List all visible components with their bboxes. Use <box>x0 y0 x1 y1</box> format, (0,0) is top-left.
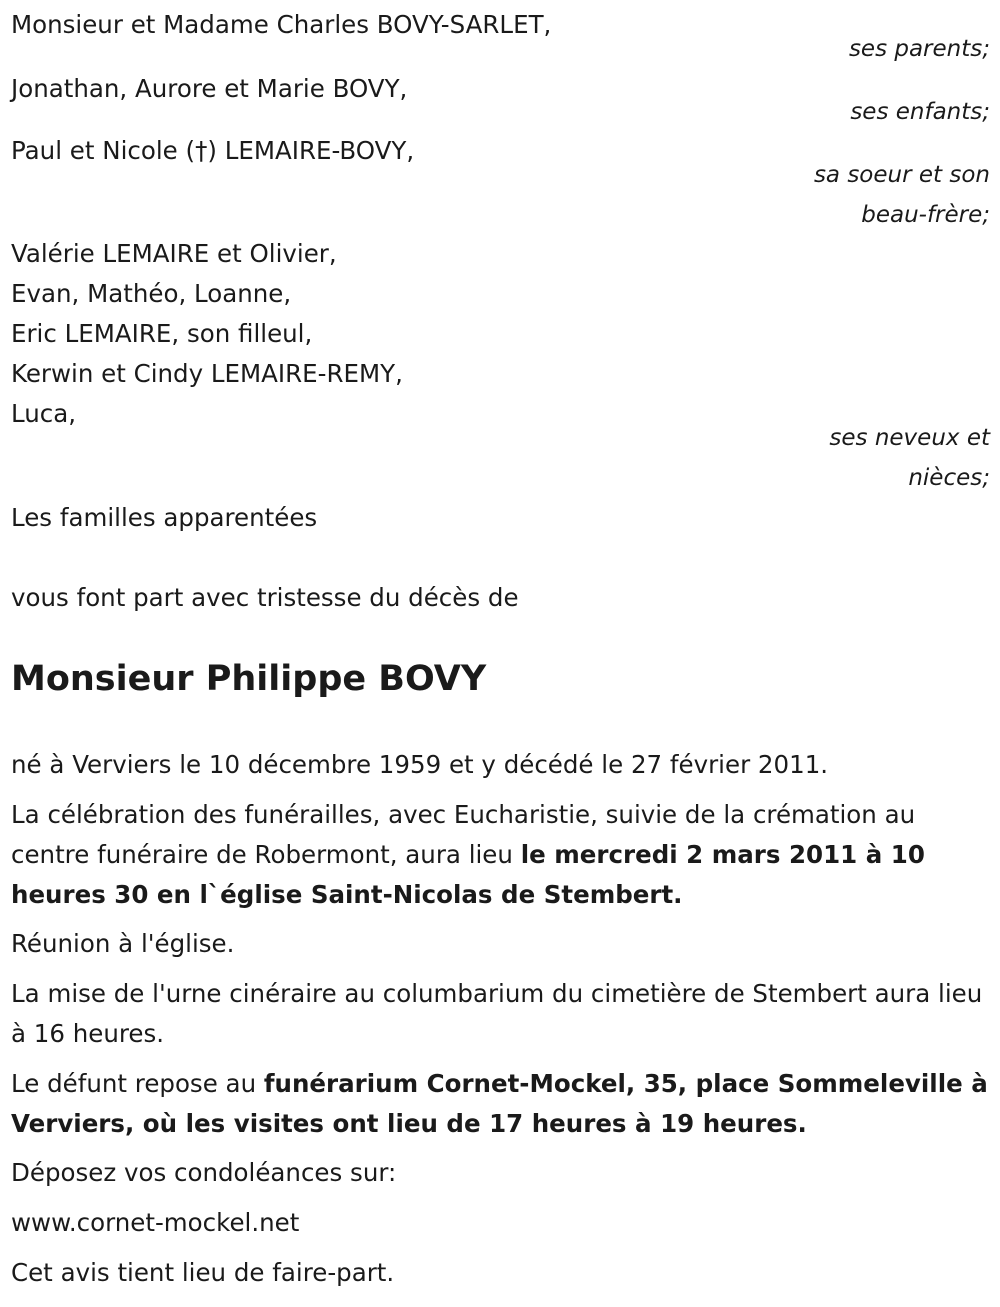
ceremony-paragraph <box>11 795 991 915</box>
nephew-line: Evan, Mathéo, Loanne, <box>11 279 292 308</box>
nephew-line: Valérie LEMAIRE et Olivier, <box>11 239 337 268</box>
nephews-role-line1: ses neveux et <box>829 425 990 451</box>
related-families: Les familles apparentées <box>11 503 318 532</box>
nephew-line: Luca, <box>11 399 77 428</box>
announcement: vous font part avec tristesse du décès de <box>11 583 519 612</box>
parents-names: Monsieur et Madame Charles BOVY-SARLET, <box>11 10 552 39</box>
repose-details: funérarium Cornet-Mockel, 35, place Sommeleville à Verviers, où les visites ont lieu de 17 heures à 19 heures. <box>11 1069 988 1138</box>
ceremony-intro: La célébration des funérailles, avec Eucharistie, suivie de la crémation au centre funéraire de Robermont, aura lieu <box>11 800 916 869</box>
deceased-name: Monsieur Philippe BOVY <box>11 659 487 699</box>
sister-names: Paul et Nicole (†) LEMAIRE-BOVY, <box>11 136 415 165</box>
meeting-info: Réunion à l'église. <box>11 929 235 958</box>
children-names: Jonathan, Aurore et Marie BOVY, <box>11 74 408 103</box>
condolences-label: Déposez vos condoléances sur: <box>11 1158 397 1187</box>
ceremony-details: le mercredi 2 mars 2011 à 10 heures 30 en l`église Saint-Nicolas de Stembert. <box>11 840 925 909</box>
repose-intro: Le défunt repose au <box>11 1069 264 1098</box>
nephew-line: Kerwin et Cindy LEMAIRE-REMY, <box>11 359 403 388</box>
website-link[interactable]: www.cornet-mockel.net <box>11 1208 300 1237</box>
children-role: ses enfants; <box>850 99 990 125</box>
sister-role-line1: sa soeur et son <box>813 162 990 188</box>
sister-role-line2: beau-frère; <box>861 202 990 228</box>
closing-note: Cet avis tient lieu de faire-part. <box>11 1258 395 1287</box>
nephews-role-line2: nièces; <box>908 465 990 491</box>
repose-paragraph <box>11 1064 991 1144</box>
nephew-line: Eric LEMAIRE, son filleul, <box>11 319 313 348</box>
birth-death-dates: né à Verviers le 10 décembre 1959 et y décédé le 27 février 2011. <box>11 750 829 779</box>
parents-role: ses parents; <box>848 36 990 62</box>
urn-info: La mise de l'urne cinéraire au columbarium du cimetière de Stembert aura lieu à 16 heures. <box>11 979 983 1048</box>
